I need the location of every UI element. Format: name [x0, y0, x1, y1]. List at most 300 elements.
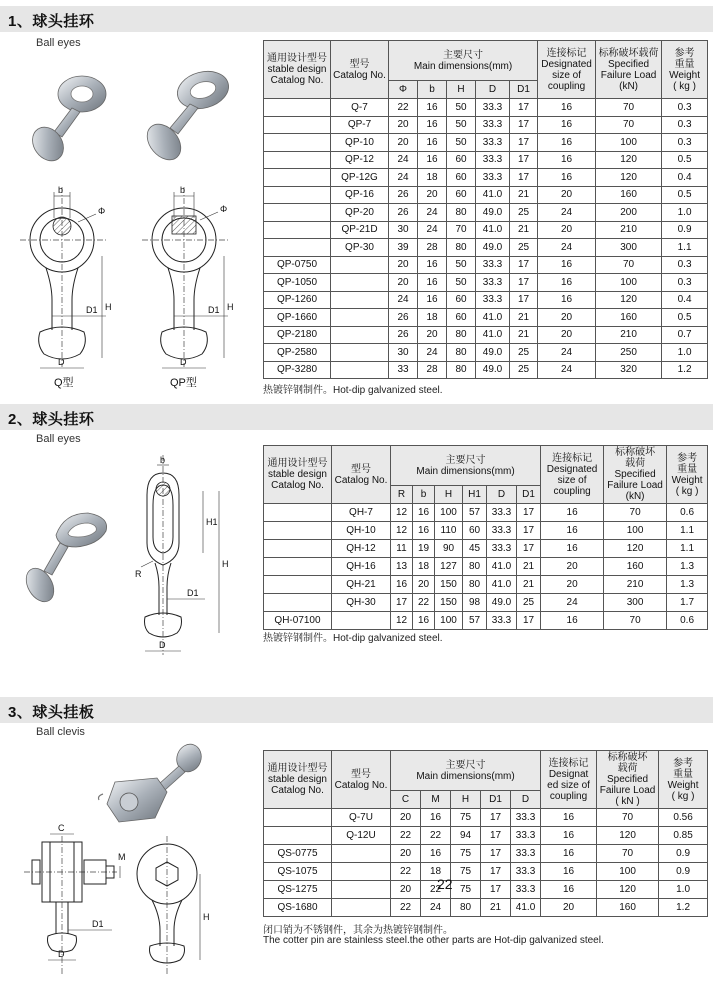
- table-cell: Q-7U: [332, 809, 391, 827]
- table-cell: 41.0: [476, 186, 510, 204]
- table-row: [264, 594, 708, 612]
- table-cell: 33.3: [511, 809, 541, 827]
- table-cell: 70: [597, 809, 659, 827]
- table-cell: 33.3: [511, 827, 541, 845]
- table-row: [264, 256, 708, 274]
- label-d-qh: D: [159, 640, 166, 650]
- table-cell: 24: [389, 169, 418, 187]
- label-d-q: D: [58, 357, 65, 367]
- table-cell: 18: [421, 863, 451, 881]
- label-h1-qh: H1: [206, 517, 218, 527]
- header-main-dimensions: 主要尺寸 Main dimensions(mm): [391, 751, 541, 791]
- table-cell: 17: [517, 522, 541, 540]
- column-header: H: [451, 791, 481, 809]
- table-cell: 160: [596, 309, 662, 327]
- table-cell: 21: [517, 576, 541, 594]
- table-cell: [331, 291, 389, 309]
- table-cell: QP-12G: [331, 169, 389, 187]
- table-cell: 41.0: [487, 558, 517, 576]
- table-row: [264, 504, 708, 522]
- section-1-note: 热镀锌钢制件。Hot-dip galvanized steel.: [263, 385, 443, 396]
- ball-eye-qh-drawing: [125, 455, 235, 665]
- table-cell: 120: [596, 291, 662, 309]
- caption-qp-type: QP型: [170, 377, 197, 389]
- table-cell: 0.4: [662, 169, 708, 187]
- table-cell: 90: [435, 540, 463, 558]
- table-cell: 100: [604, 522, 667, 540]
- table-cell: 12: [391, 612, 413, 630]
- table-cell: 22: [389, 99, 418, 117]
- table-cell: 16: [541, 522, 604, 540]
- table-cell: 41.0: [476, 221, 510, 239]
- header-weight: 参考 重量 Weight ( kg ): [667, 446, 708, 504]
- table-cell: 20: [391, 845, 421, 863]
- table-cell: [331, 256, 389, 274]
- table-cell: [264, 522, 332, 540]
- table-row: [264, 881, 708, 899]
- table-cell: 70: [447, 221, 476, 239]
- table-row: [264, 845, 708, 863]
- table-cell: 41.0: [511, 899, 541, 917]
- table-cell: 21: [510, 326, 538, 344]
- table-cell: QS-1275: [264, 881, 332, 899]
- table-cell: 26: [389, 204, 418, 222]
- label-c: C: [58, 823, 65, 833]
- table-cell: 17: [481, 845, 511, 863]
- table-cell: 70: [604, 504, 667, 522]
- table-cell: 0.5: [662, 151, 708, 169]
- table-cell: 16: [541, 845, 597, 863]
- ball-eye-photo-qp: [140, 66, 232, 166]
- table-row: [264, 863, 708, 881]
- table-cell: 16: [541, 881, 597, 899]
- table-cell: QP-20: [331, 204, 389, 222]
- table-cell: 20: [389, 116, 418, 134]
- table-cell: 120: [604, 540, 667, 558]
- table-cell: 160: [597, 899, 659, 917]
- table-cell: QP-16: [331, 186, 389, 204]
- label-b-qh: b: [160, 455, 166, 465]
- label-r-qh: R: [135, 569, 142, 579]
- table-row: [264, 169, 708, 187]
- header-failure-load: 标称破坏 载荷 Specified Failure Load ( kN ): [597, 751, 659, 809]
- table-cell: 70: [596, 116, 662, 134]
- table-row: [264, 899, 708, 917]
- table-cell: 0.3: [662, 274, 708, 292]
- label-d1-qp: D1: [208, 305, 220, 315]
- section-3-header: [0, 697, 713, 723]
- table-cell: 24: [389, 291, 418, 309]
- table-cell: QP-3280: [264, 361, 331, 379]
- table-cell: 16: [538, 256, 596, 274]
- header-failure-load: 标称破坏载荷 Specified Failure Load (kN): [596, 41, 662, 99]
- table-cell: 30: [389, 221, 418, 239]
- table-cell: 20: [391, 881, 421, 899]
- table-cell: 22: [421, 827, 451, 845]
- table-cell: 25: [510, 239, 538, 257]
- column-header: D1: [517, 486, 541, 504]
- table-cell: QS-0775: [264, 845, 332, 863]
- table-cell: 98: [463, 594, 487, 612]
- table-cell: 33.3: [476, 116, 510, 134]
- table-cell: 60: [447, 151, 476, 169]
- table-cell: QP-0750: [264, 256, 331, 274]
- table-cell: 33.3: [476, 134, 510, 152]
- table-cell: [264, 239, 331, 257]
- table-cell: 24: [421, 899, 451, 917]
- table-cell: 33.3: [511, 845, 541, 863]
- table-cell: 16: [538, 99, 596, 117]
- table-cell: 12: [391, 522, 413, 540]
- table-cell: [264, 221, 331, 239]
- table-cell: 12: [391, 504, 413, 522]
- label-d1-clevis: D1: [92, 919, 104, 929]
- table-row: [264, 116, 708, 134]
- table-cell: 49.0: [476, 204, 510, 222]
- table-cell: [264, 151, 331, 169]
- ball-clevis-drawings: [22, 823, 222, 986]
- table-cell: [332, 863, 391, 881]
- section-2-note: 热镀锌钢制件。Hot-dip galvanized steel.: [263, 633, 443, 644]
- table-cell: 50: [447, 256, 476, 274]
- section-1-header: [0, 6, 713, 32]
- ball-clevis-spec-table: [263, 750, 708, 917]
- table-cell: 33.3: [487, 522, 517, 540]
- table-cell: 75: [451, 881, 481, 899]
- table-cell: 150: [435, 576, 463, 594]
- header-designated-size: 连接标记 Designat ed size of coupling: [541, 751, 597, 809]
- table-cell: 16: [418, 99, 447, 117]
- label-h-qp: H: [227, 302, 234, 312]
- drawing-clevis-side: [137, 836, 210, 976]
- table-cell: [331, 326, 389, 344]
- table-cell: 70: [596, 99, 662, 117]
- column-header: D: [511, 791, 541, 809]
- table-cell: 19: [413, 540, 435, 558]
- table-row: [264, 558, 708, 576]
- column-header: C: [391, 791, 421, 809]
- section-2-title: 2、球头挂环: [8, 411, 95, 428]
- table-cell: 21: [510, 309, 538, 327]
- table-cell: 75: [451, 863, 481, 881]
- drawing-q-type: [20, 185, 112, 389]
- table-cell: QH-21: [332, 576, 391, 594]
- table-row: [264, 612, 708, 630]
- table-cell: 28: [418, 361, 447, 379]
- table-cell: [264, 204, 331, 222]
- table-cell: 18: [413, 558, 435, 576]
- table-row: [264, 576, 708, 594]
- drawing-clevis-front: [24, 823, 126, 976]
- table-cell: 17: [517, 504, 541, 522]
- header-stable-design: 通用设计型号 stable design Catalog No.: [264, 446, 332, 504]
- table-cell: 60: [447, 309, 476, 327]
- table-cell: QH-30: [332, 594, 391, 612]
- table-cell: QH-12: [332, 540, 391, 558]
- table-cell: QH-7: [332, 504, 391, 522]
- caption-q-type: Q型: [54, 377, 74, 389]
- table-row: [264, 291, 708, 309]
- table-cell: [264, 504, 332, 522]
- ball-eye-photos: [20, 62, 240, 172]
- label-d-clevis: D: [58, 949, 65, 959]
- label-h-qh: H: [222, 559, 229, 569]
- table-cell: 16: [418, 256, 447, 274]
- table-cell: 160: [596, 186, 662, 204]
- table-cell: 50: [447, 134, 476, 152]
- table-cell: 33.3: [511, 863, 541, 881]
- table-cell: 70: [597, 845, 659, 863]
- table-cell: QH-10: [332, 522, 391, 540]
- table-cell: 1.0: [659, 881, 708, 899]
- table-cell: [264, 576, 332, 594]
- table-cell: 1.2: [659, 899, 708, 917]
- table-cell: 60: [447, 169, 476, 187]
- table-cell: 80: [463, 558, 487, 576]
- table-cell: 24: [538, 361, 596, 379]
- table-cell: 33.3: [476, 274, 510, 292]
- table-cell: 22: [413, 594, 435, 612]
- table-cell: 16: [418, 134, 447, 152]
- section-1-subtitle: Ball eyes: [36, 37, 81, 49]
- table-cell: [264, 186, 331, 204]
- table-cell: 20: [538, 221, 596, 239]
- table-row: [264, 134, 708, 152]
- column-header: D: [487, 486, 517, 504]
- table-cell: 1.3: [667, 558, 708, 576]
- table-cell: 16: [538, 116, 596, 134]
- column-header: b: [418, 81, 447, 99]
- header-stable-design: 通用设计型号 stable design Catalog No.: [264, 751, 332, 809]
- table-cell: 17: [517, 612, 541, 630]
- table-cell: 16: [541, 827, 597, 845]
- table-cell: 16: [538, 151, 596, 169]
- table-cell: 22: [421, 881, 451, 899]
- table-cell: 22: [391, 827, 421, 845]
- table-cell: [332, 881, 391, 899]
- table-cell: 24: [389, 151, 418, 169]
- table-cell: [264, 827, 332, 845]
- table-cell: 33.3: [476, 169, 510, 187]
- column-header: b: [413, 486, 435, 504]
- section-2-subtitle: Ball eyes: [36, 433, 81, 445]
- table-cell: 16: [418, 291, 447, 309]
- table-cell: 50: [447, 116, 476, 134]
- table-cell: 16: [418, 116, 447, 134]
- header-catalog-no: 型号 Catalog No.: [332, 751, 391, 809]
- table-cell: 20: [418, 326, 447, 344]
- table-cell: 20: [413, 576, 435, 594]
- table-cell: 75: [451, 845, 481, 863]
- table-cell: 26: [389, 309, 418, 327]
- ball-eye-photo-q: [26, 76, 106, 167]
- table-cell: Q-12U: [332, 827, 391, 845]
- table-cell: [332, 612, 391, 630]
- table-cell: 49.0: [476, 344, 510, 362]
- table-cell: QH-07100: [264, 612, 332, 630]
- table-cell: 1.3: [667, 576, 708, 594]
- table-cell: 16: [413, 612, 435, 630]
- table-cell: [332, 899, 391, 917]
- table-cell: 45: [463, 540, 487, 558]
- table-cell: 11: [391, 540, 413, 558]
- table-cell: 22: [391, 899, 421, 917]
- table-cell: 21: [517, 558, 541, 576]
- ball-clevis-photo: [95, 740, 215, 830]
- header-weight: 参考 重量 Weight ( kg ): [662, 41, 708, 99]
- table-cell: 16: [538, 169, 596, 187]
- table-cell: QP-1050: [264, 274, 331, 292]
- table-row: [264, 239, 708, 257]
- table-cell: 20: [541, 899, 597, 917]
- table-cell: 94: [451, 827, 481, 845]
- table-row: [264, 361, 708, 379]
- table-cell: 0.3: [662, 99, 708, 117]
- table-cell: 16: [538, 274, 596, 292]
- table-cell: 0.6: [667, 612, 708, 630]
- table-cell: 17: [391, 594, 413, 612]
- table-row: [264, 151, 708, 169]
- table-cell: 20: [538, 326, 596, 344]
- header-weight: 参考 重量 Weight ( kg ): [659, 751, 708, 809]
- table-cell: 20: [541, 558, 604, 576]
- ball-eyes-qh-spec-table: [263, 445, 708, 630]
- section-1-title: 1、球头挂环: [8, 13, 95, 30]
- table-cell: 18: [418, 309, 447, 327]
- table-cell: 0.9: [662, 221, 708, 239]
- table-row: [264, 540, 708, 558]
- table-cell: 17: [510, 169, 538, 187]
- table-cell: 17: [517, 540, 541, 558]
- table-cell: 17: [510, 151, 538, 169]
- label-h-clevis: H: [203, 912, 210, 922]
- table-row: [264, 827, 708, 845]
- header-failure-load: 标称破坏 载荷 Specified Failure Load (kN): [604, 446, 667, 504]
- table-row: [264, 99, 708, 117]
- section-3-note-cn: 闭口销为不锈钢件，其余为热镀锌钢制件。: [263, 925, 453, 936]
- table-cell: 0.85: [659, 827, 708, 845]
- table-cell: 80: [447, 361, 476, 379]
- table-cell: 16: [421, 845, 451, 863]
- table-cell: [331, 361, 389, 379]
- table-cell: 0.3: [662, 116, 708, 134]
- table-cell: 50: [447, 99, 476, 117]
- table-cell: 21: [510, 221, 538, 239]
- table-cell: 33: [389, 361, 418, 379]
- table-cell: 150: [435, 594, 463, 612]
- table-cell: 33.3: [476, 151, 510, 169]
- ball-eyes-spec-table: [263, 40, 708, 379]
- table-cell: [264, 540, 332, 558]
- table-cell: 20: [389, 256, 418, 274]
- table-row: [264, 522, 708, 540]
- column-header: H1: [463, 486, 487, 504]
- table-cell: 20: [538, 186, 596, 204]
- table-cell: 16: [418, 274, 447, 292]
- table-cell: 80: [447, 326, 476, 344]
- table-cell: 25: [510, 361, 538, 379]
- table-cell: QP-10: [331, 134, 389, 152]
- label-phi-qp: Φ: [220, 204, 228, 214]
- table-cell: QS-1075: [264, 863, 332, 881]
- section-3-note-en: The cotter pin are stainless steel.the other parts are Hot-dip galvanized steel.: [263, 935, 604, 946]
- table-cell: 16: [541, 863, 597, 881]
- ball-eye-qh-photo: [18, 505, 118, 610]
- table-cell: 17: [481, 827, 511, 845]
- label-m: M: [118, 852, 126, 862]
- header-catalog-no: 型号 Catalog No.: [331, 41, 389, 99]
- table-cell: 120: [597, 827, 659, 845]
- table-cell: [331, 309, 389, 327]
- table-cell: 127: [435, 558, 463, 576]
- table-cell: 16: [418, 151, 447, 169]
- table-cell: 26: [389, 186, 418, 204]
- table-cell: 57: [463, 504, 487, 522]
- table-cell: 24: [418, 344, 447, 362]
- table-cell: 28: [418, 239, 447, 257]
- table-cell: 16: [538, 134, 596, 152]
- table-cell: 33.3: [476, 291, 510, 309]
- table-cell: 17: [510, 274, 538, 292]
- table-cell: [264, 99, 331, 117]
- table-cell: 33.3: [487, 612, 517, 630]
- table-cell: 1.1: [667, 522, 708, 540]
- table-cell: 0.56: [659, 809, 708, 827]
- table-cell: 120: [596, 169, 662, 187]
- table-cell: 20: [391, 809, 421, 827]
- table-row: [264, 326, 708, 344]
- table-cell: 17: [481, 881, 511, 899]
- table-cell: 17: [510, 99, 538, 117]
- table-cell: 33.3: [487, 540, 517, 558]
- table-cell: 1.1: [667, 540, 708, 558]
- table-cell: 0.5: [662, 309, 708, 327]
- table-cell: 16: [413, 504, 435, 522]
- table-cell: QP-12: [331, 151, 389, 169]
- label-b-q: b: [58, 185, 64, 195]
- table-cell: 18: [418, 169, 447, 187]
- table-cell: 80: [447, 204, 476, 222]
- table-cell: 16: [538, 291, 596, 309]
- header-designated-size: 连接标记 Designated size of coupling: [541, 446, 604, 504]
- table-cell: 13: [391, 558, 413, 576]
- table-cell: 70: [604, 612, 667, 630]
- table-cell: 49.0: [476, 361, 510, 379]
- label-phi-q: Φ: [98, 206, 106, 216]
- table-cell: [264, 558, 332, 576]
- ball-eye-drawings: [18, 182, 243, 392]
- table-cell: 200: [596, 204, 662, 222]
- table-cell: 70: [596, 256, 662, 274]
- header-stable-design: 通用设计型号 stable design Catalog No.: [264, 41, 331, 99]
- table-cell: 41.0: [476, 309, 510, 327]
- table-row: [264, 221, 708, 239]
- table-row: [264, 274, 708, 292]
- table-cell: 25: [517, 594, 541, 612]
- column-header: M: [421, 791, 451, 809]
- table-cell: 41.0: [476, 326, 510, 344]
- table-cell: 16: [391, 576, 413, 594]
- column-header: D: [476, 81, 510, 99]
- table-cell: 300: [596, 239, 662, 257]
- table-cell: 24: [418, 221, 447, 239]
- table-cell: 20: [418, 186, 447, 204]
- table-cell: QH-16: [332, 558, 391, 576]
- table-cell: 100: [596, 274, 662, 292]
- table-cell: 60: [447, 291, 476, 309]
- header-designated-size: 连接标记 Designated size of coupling: [538, 41, 596, 99]
- table-cell: 20: [541, 576, 604, 594]
